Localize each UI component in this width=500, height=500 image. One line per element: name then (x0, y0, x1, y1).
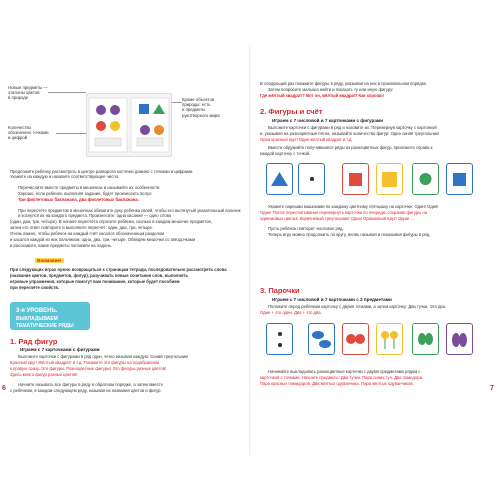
para-line: затем его ответ повторите и выполните пересчёт: один, два, три, четыре. (10, 225, 153, 230)
triangle-icon (267, 164, 292, 194)
callout-new-items: Новые предметы — эталоны цветов в природе (8, 85, 48, 101)
callout-shapes: Кроме объектов природы: есть и предметы рукотворного мира (182, 97, 220, 118)
para-line: (один, два, три, четыре). В начале пересчёта спросите ребёнка, сколько в каждом мешочке предметов, (10, 219, 212, 224)
hint-line: при пересчёте свойств. (10, 285, 60, 290)
section-line: Начните называть все фигуры в ряду в обратном порядке, а затем вместе (18, 382, 163, 387)
flower-icon (377, 324, 402, 354)
section-subtitle: Играем с 7 числовой и 7 картонками с фигурами (272, 118, 384, 123)
left-page (0, 45, 250, 455)
intro-line: Предложите ребёнку рассмотреть в центре разворота косточки домино с точками и цифрами. (10, 169, 194, 174)
eggplant-icon (447, 324, 472, 354)
pair-card-green (412, 323, 439, 355)
section-line: одинаковых цветах: Коричневый треугольник! Одна! Оранжевый Круг! Одна! ... (260, 216, 414, 221)
section-subtitle: Играем с 7 карточками с фигурами (20, 347, 100, 352)
para-line: и касался каждой из них пальчиком: одна, два, три, четыре. Обведём мешочки со звёздочками (10, 237, 196, 242)
section-line: Положите перед ребёнком карточку с двумя точками, а затем карточку: Два тучки. Это два. (268, 304, 447, 309)
section-line: Теперь игру можно продолжить по кругу, вновь называя и показывая фигуры в ряд. (268, 232, 431, 237)
section-line: Один! После пересчитывания перевернуть карточки по очереди, сохраняя фигуры на (260, 210, 428, 215)
leaf-icon (413, 324, 438, 354)
section-line: каждой карточку с точкой. (260, 151, 311, 156)
right-page (250, 45, 500, 455)
level-banner-line: ВЫКЛАДЫВАЕМ ТЕМАТИЧЕСКИЕ РЯДЫ (16, 316, 74, 329)
section-title: 2. Фигуры и счёт (260, 107, 323, 116)
tomato-icon (343, 324, 368, 354)
hint-label: Внимание! (37, 258, 62, 263)
para-line: При пересчёте предметов в мешочках обхватите руку ребёнка своей, чтобы его вытянутый указательный пальчик и коснулся их на каждого предмета. Произнесите: одна касание — одно слово (18, 208, 241, 219)
callout-count: Количество обозначено точками и цифрой (8, 125, 49, 141)
pair-card-purple (446, 323, 473, 355)
pair-card-clouds (308, 323, 335, 355)
section-line: и, указывая на разноцветные пятна, называйте количество фигур: Одна синяя треугольник! (260, 131, 439, 136)
book-spread (0, 45, 500, 455)
section-title: 1. Ряд фигур (10, 337, 58, 346)
cloud-icon (309, 324, 334, 354)
count-card-one (298, 163, 325, 195)
callout-line (56, 133, 86, 134)
section-line: Пусть ребёнок повторит числовое ряд. (268, 226, 344, 231)
intro-line: Перечислите вместе предметы в мешочках и называйте их особенности. (18, 185, 161, 190)
shape-card-green (412, 163, 439, 195)
section-line: карточкой с точками. Начните предметы: Два тучки. Пара синих туч. Два помидора. (260, 375, 424, 380)
square-icon (447, 164, 472, 194)
section-line: Укажите парными машинами по каждому цветному пятнышку на карточке: Один! Один! (268, 204, 439, 209)
para-line: и расскажите, какие предметы положили на ладонь. (10, 243, 112, 248)
circle-icon (413, 164, 438, 194)
shape-card-red (342, 163, 369, 195)
page-number-left: 6 (2, 385, 6, 392)
hint-line: (название цветов, предметов, фигур), разучивать новые сочетания слов, выполнять (10, 273, 189, 278)
count-dot (278, 332, 282, 336)
hint-line: игровые упражнения, которые помогут вам понимание, которые будет пособием (10, 279, 180, 284)
level-banner-line: 3-я УРОВЕНЬ. (16, 308, 58, 314)
section-line: Вместе обдумайте получившиеся ряды из разноцветных фигур, приложите справа к (268, 145, 433, 150)
section-line: Один + это один. Два + это два. (260, 310, 322, 315)
section-line: Выложите карточки с фигурами в ряд один, четко называя каждую: Синий треугольник! (18, 354, 189, 359)
section-subtitle: Играем с 7 числовой и 7 карточками с 2 предметами (272, 297, 392, 302)
level-banner (10, 302, 90, 330)
pair-card-tomatoes (342, 323, 369, 355)
square-icon (343, 164, 368, 194)
book-thumbnail-image (86, 93, 172, 157)
square-icon (377, 164, 402, 194)
intro-line: Хорошо, если ребёнок, выполняя задание, будет произносить вслух: (18, 191, 153, 196)
shape-card-triangle (266, 163, 293, 195)
section-line: Здесь много фигур разных цветов! (10, 372, 78, 377)
para-line: Очень важно, чтобы ребёнок на каждый счёт касался обозначенным разделом (10, 231, 165, 236)
count-dot (310, 177, 314, 181)
section-line: Начинайте выкладывать разноцветные карточки с двумя предметами рядом с (268, 369, 421, 374)
section-line: с ребёнком, в каждом следующем ряду, называя их названия цветов и фигур. (10, 388, 162, 393)
top-line: Затем попросите малыша найти и показать ту или иную фигуру: (268, 87, 394, 92)
section-line: к правую сразу. Это фигуры. Разноцветные фигуры! Это фигуры разных цветов! (10, 366, 167, 371)
book-thumbnail-illustration (87, 94, 171, 156)
section-title: 3. Парочки (260, 286, 300, 295)
pair-card-dandelions (376, 323, 403, 355)
top-red-text: Где жёлтый квадрат? Вот он, жёлтый квадрат! Как хорошо! (260, 93, 385, 98)
intro-line: Укажите на каждую и назовите соответствующее число. (10, 174, 120, 179)
page-number-right: 7 (490, 385, 494, 392)
top-line: В следующий раз покажите фигуры в ряду, указывая на них в произвольном порядке. (260, 81, 428, 86)
shape-card-yellow (376, 163, 403, 195)
section-line: Выложите карточки с фигурами в ряд и назовите их. Перевернув карточку с картонкой (268, 125, 437, 130)
callout-line (48, 92, 86, 93)
count-card-two (266, 323, 293, 355)
intro-red-text: Три фиолетовых баклажана, два фиолетовых баклажана. (18, 197, 139, 202)
hint-line: При следующих играх нужно возвращаться к страницам тетради, последовательно рассмотреть слова (10, 267, 227, 272)
count-dot (278, 343, 282, 347)
shape-card-blue (446, 163, 473, 195)
section-line: Одна красный круг! Один жёлтый квадрат и т.д. (260, 137, 353, 142)
section-line: Красный круг! Жёлтый квадрат! и т.д. Покажите эти фигуры на подобранном (10, 360, 160, 365)
section-line: Пара красных помидоров. Два жёлтых одуванчика. Пара жёлтых одуванчиков. (260, 381, 414, 386)
